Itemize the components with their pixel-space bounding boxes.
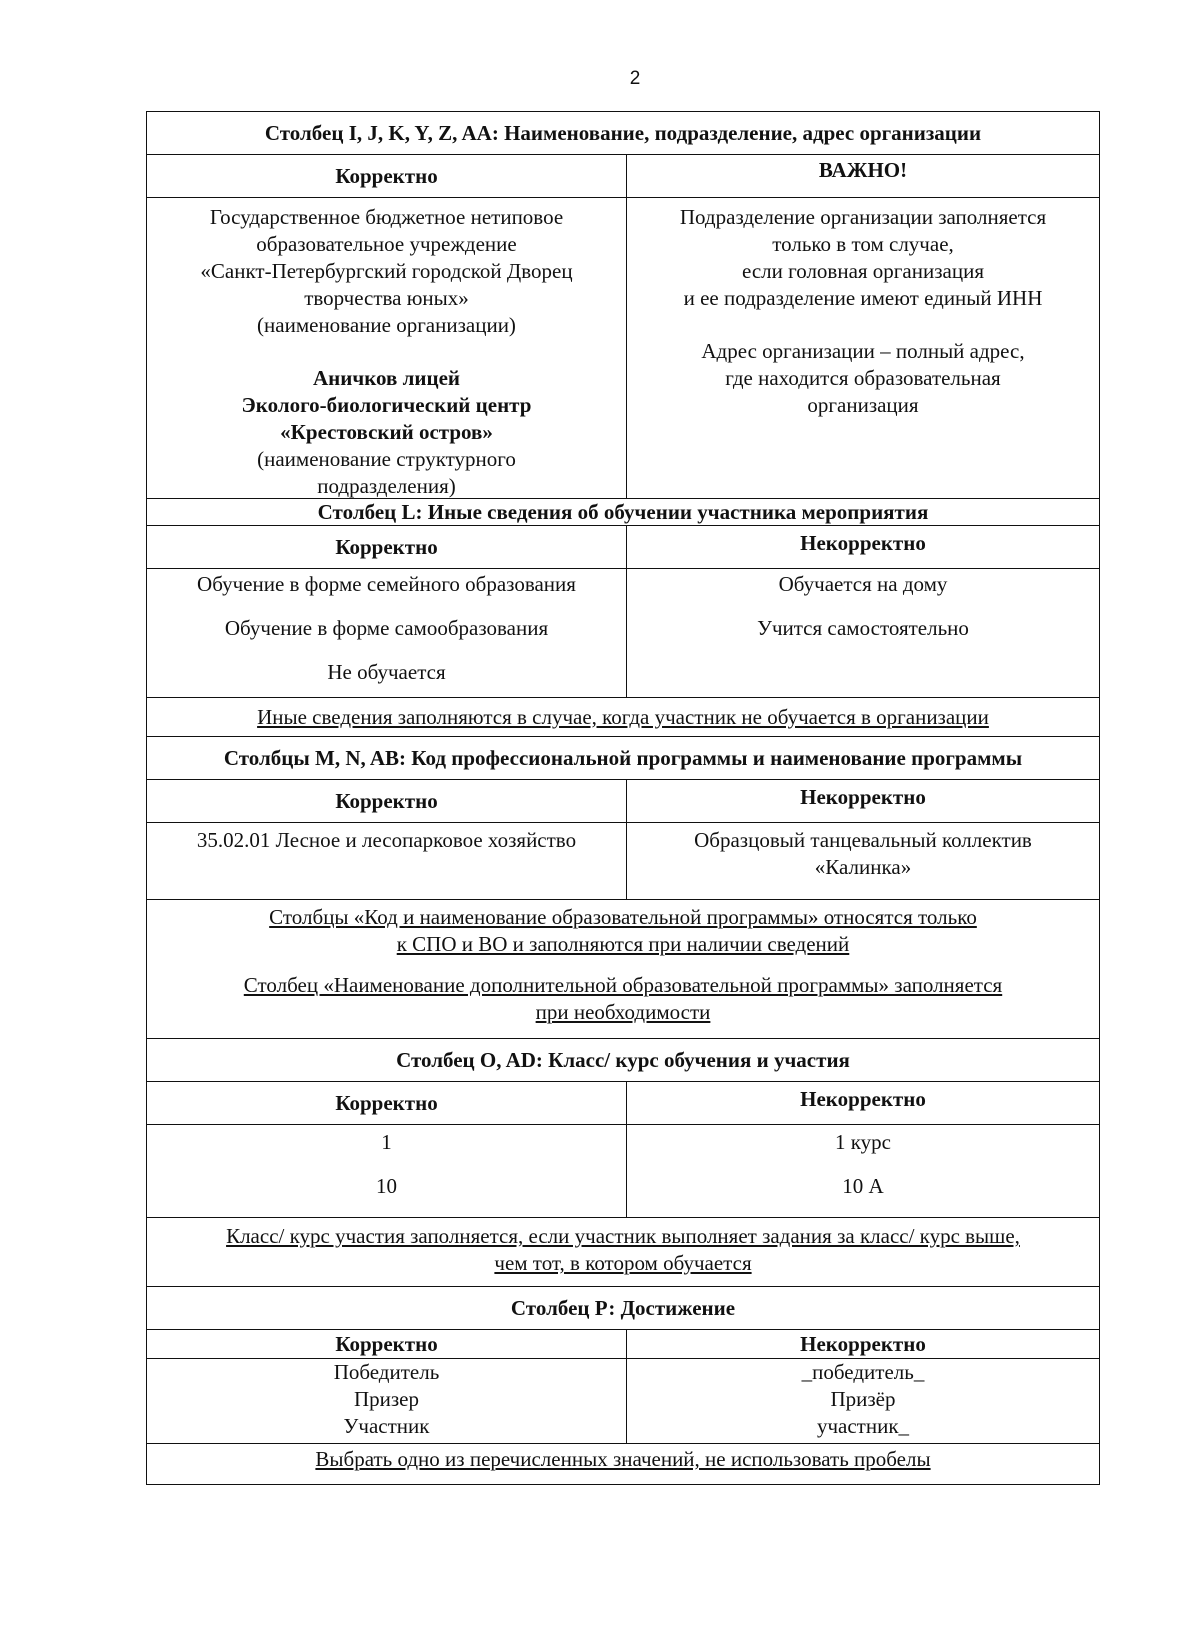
section3-title-row: [147, 736, 1099, 779]
section5-correct-header: Корректно: [147, 1330, 627, 1358]
org-name-line: образовательное учреждение: [256, 232, 517, 256]
correct-example: Обучение в форме самообразования: [224, 616, 549, 640]
section1-correct-cell: [147, 198, 627, 498]
section3-note-cell: [147, 900, 1099, 1038]
incorrect-example: 10 А: [842, 1174, 884, 1198]
section3-content-row: [147, 822, 1099, 899]
section3-correct-cell: [147, 823, 627, 899]
section4-note-cell: [147, 1218, 1099, 1286]
section3-correct-header: Корректно: [147, 780, 627, 822]
correct-example: Участник: [343, 1414, 430, 1438]
section3-incorrect-cell: [627, 823, 1099, 899]
section4-title: Столбец O, AD: Класс/ курс обучения и участия: [396, 1047, 850, 1072]
section3-note-row: [147, 899, 1099, 1038]
incorrect-example: Призёр: [830, 1387, 896, 1411]
section1-correct-header: Корректно: [147, 155, 627, 197]
section2-content-row: [147, 568, 1099, 697]
section2-note-row: [147, 697, 1099, 736]
section2-incorrect-header: Некорректно: [800, 531, 926, 555]
instructions-table: [146, 111, 1100, 1485]
section2-note: Иные сведения заполняются в случае, когда участник не обучается в организации: [257, 704, 989, 729]
section4-correct-cell: [147, 1125, 627, 1217]
section4-header-row: [147, 1081, 1099, 1124]
subdivision-caption: подразделения): [317, 474, 456, 498]
section3-note-line: Столбец «Наименование дополнительной образовательной программы» заполняется: [243, 973, 1003, 997]
page-number: 2: [629, 68, 641, 89]
incorrect-example: участник_: [816, 1414, 910, 1438]
important-line: только в том случае,: [772, 232, 954, 256]
section4-content-row: [147, 1124, 1099, 1217]
section5-note-row: [147, 1443, 1099, 1484]
section5-correct-cell: [147, 1359, 627, 1443]
section5-title: Столбец Р: Достижение: [510, 1295, 736, 1320]
important-line: если головная организация: [742, 259, 984, 283]
important-line: где находится образовательная: [725, 366, 1001, 390]
correct-example: 10: [376, 1174, 397, 1198]
section1-content-row: [147, 197, 1099, 498]
subdivision-name-line: Эколого-биологический центр: [241, 393, 532, 417]
subdivision-name-line: «Крестовский остров»: [280, 420, 493, 444]
section1-title: Столбец I, J, K, Y, Z, AA: Наименование, подразделение, адрес организации: [264, 120, 982, 145]
incorrect-example: Образцовый танцевальный коллектив: [694, 828, 1032, 852]
section5-title-row: [147, 1286, 1099, 1329]
important-line: Подразделение организации заполняется: [679, 205, 1047, 229]
section3-incorrect-header: Некорректно: [800, 785, 926, 809]
section5-note: Выбрать одно из перечисленных значений, не использовать пробелы: [315, 1447, 931, 1471]
correct-example: 1: [381, 1130, 392, 1154]
section4-incorrect-header: Некорректно: [800, 1087, 926, 1111]
subdivision-caption: (наименование структурного: [257, 447, 516, 471]
section1-header-row: [147, 154, 1099, 197]
org-name-caption: (наименование организации): [257, 313, 516, 337]
section2-incorrect-cell: [627, 569, 1099, 697]
incorrect-example: «Калинка»: [814, 855, 912, 879]
section2-correct-cell: [147, 569, 627, 697]
section1-important-cell: [627, 198, 1099, 498]
important-line: Адрес организации – полный адрес,: [701, 339, 1025, 363]
section3-note-line: к СПО и ВО и заполняются при наличии сведений: [396, 932, 850, 956]
incorrect-example: Обучается на дому: [778, 572, 948, 596]
correct-example: Призер: [353, 1387, 420, 1411]
section4-title-row: [147, 1038, 1099, 1081]
incorrect-example: Учится самостоятельно: [757, 616, 969, 640]
section4-correct-header: Корректно: [147, 1082, 627, 1124]
important-line: и ее подразделение имеют единый ИНН: [683, 286, 1043, 310]
section5-content-row: [147, 1358, 1099, 1443]
org-name-line: «Санкт-Петербургский городской Дворец: [200, 259, 573, 283]
correct-example: 35.02.01 Лесное и лесопарковое хозяйство: [196, 828, 577, 852]
section5-header-row: [147, 1329, 1099, 1358]
org-name-line: творчества юных»: [304, 286, 469, 310]
correct-example: Победитель: [333, 1360, 440, 1384]
section2-correct-header: Корректно: [147, 526, 627, 568]
important-line: организация: [807, 393, 919, 417]
section2-title-row: [147, 498, 1099, 525]
section4-incorrect-cell: [627, 1125, 1099, 1217]
incorrect-example: 1 курс: [835, 1130, 891, 1154]
section1-important-header: ВАЖНО!: [818, 158, 908, 182]
subdivision-name-line: Аничков лицей: [313, 366, 460, 390]
section3-note-line: при необходимости: [535, 1000, 711, 1024]
section3-header-row: [147, 779, 1099, 822]
section5-incorrect-header: Некорректно: [800, 1331, 926, 1356]
section4-note-line: чем тот, в котором обучается: [494, 1251, 752, 1275]
correct-example: Обучение в форме семейного образования: [197, 572, 576, 596]
section4-note-row: [147, 1217, 1099, 1286]
section4-note-line: Класс/ курс участия заполняется, если участник выполняет задания за класс/ курс выше,: [226, 1224, 1020, 1248]
section1-title-row: [147, 112, 1099, 154]
section3-title: Столбцы M, N, AB: Код профессиональной программы и наименование программы: [223, 745, 1023, 770]
incorrect-example: _победитель_: [801, 1360, 925, 1384]
correct-example: Не обучается: [327, 660, 446, 684]
org-name-line: Государственное бюджетное нетиповое: [209, 205, 564, 229]
section5-incorrect-cell: [627, 1359, 1099, 1443]
section2-title: Столбец L: Иные сведения об обучении участника мероприятия: [317, 499, 929, 524]
section3-note-line: Столбцы «Код и наименование образовательной программы» относятся только: [269, 905, 977, 929]
section2-header-row: [147, 525, 1099, 568]
